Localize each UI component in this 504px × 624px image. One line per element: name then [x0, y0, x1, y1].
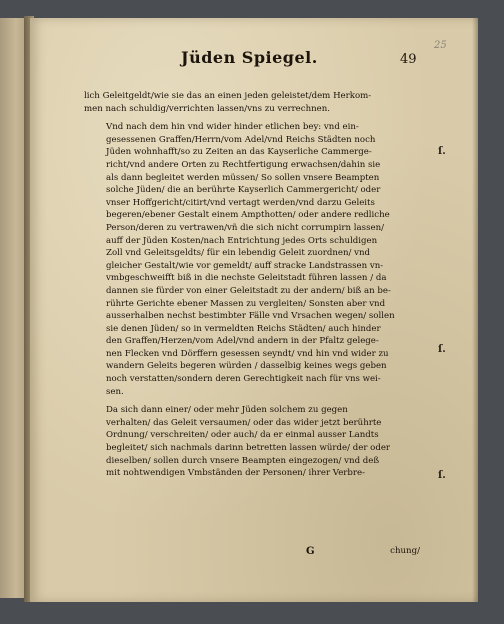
text-line: nen Flecken vnd Dörffern gesessen seyndt/ vnd hin vnd wider zu [106, 348, 389, 359]
text-line: noch verstatten/sondern deren Gerechtigkeit nach für vns wei- [106, 374, 381, 385]
text-line: gesessenen Graffen/Herrn/vom Adel/vnd Reichs Städten noch [106, 134, 376, 145]
book-page [30, 18, 478, 602]
text-line: dieselben/ sollen durch vnsere Beampten eingezogen/ vnd deß [106, 455, 380, 466]
text-line: mit nohtwendigen Vmbständen der Personen/ ihrer Verbre- [106, 468, 365, 479]
catchword: chung/ [390, 546, 420, 556]
margin-mark: ſ. [438, 344, 446, 355]
margin-mark: ſ. [438, 470, 446, 481]
text-line: gleicher Gestalt/wie vor gemeldt/ auff stracke Landstrassen vn- [106, 260, 384, 271]
page-header [30, 48, 478, 72]
paragraph-2 [84, 121, 420, 398]
page-edge-shadow [472, 18, 478, 602]
text-line: ausserhalben nechst bestimbter Fälle vnd Vrsachen wegen/ sollen [106, 311, 395, 322]
facing-page-edge [0, 18, 26, 598]
text-line: begeren/ebener Gestalt einem Ampthotten/ oder andere redliche [106, 210, 390, 221]
text-line: richt/vnd andere Orten zu Rechtfertigung erwachsen/dahin sie [106, 159, 381, 170]
text-line: auff der Jüden Kosten/nach Entrichtung jedes Orts schuldigen [106, 235, 378, 246]
text-line: Person/deren zu vertrawen/vñ die sich nicht corrumpirn lassen/ [106, 222, 385, 233]
pencil-folio-number: 25 [434, 40, 447, 51]
text-line: Jüden wohnhafft/so zu Zeiten an das Kayserliche Cammerge- [106, 147, 372, 158]
page-number: 49 [400, 52, 417, 67]
text-line: verhalten/ das Geleit versaumen/ oder das wider jetzt berührte [106, 417, 382, 428]
paragraph-3 [84, 404, 420, 480]
text-line: wandern Geleits begeren würden / dasselbig keines wegs geben [106, 361, 387, 372]
body-text [84, 90, 420, 484]
text-line: den Graffen/Herzen/vom Adel/vnd andern in der Pfaltz gelege- [106, 336, 379, 347]
text-line: vmbgeschweifft biß in die nechste Geleitstadt führen lassen / da [106, 273, 387, 284]
running-title: Jüden Spiegel. [181, 48, 318, 67]
text-line: Zoll vnd Geleitsgeldts/ für ein lebendig Geleit zuordnen/ vnd [106, 248, 371, 259]
text-line: dannen sie fürder von einer Geleitstadt zu der andern/ biß an be- [106, 285, 391, 296]
text-line: lich Geleitgeldt/wie sie das an einen jeden geleistet/dem Herkom- [84, 91, 372, 101]
text-line: sen. [106, 386, 124, 397]
signature-mark: G [306, 546, 315, 557]
text-line: vnser Hoffgericht/citirt/vnd vertagt werden/vnd darzu Geleits [106, 197, 375, 208]
catchword-line [84, 546, 420, 560]
text-line: begleitet/ sich nachmals darinn betretten lassen würde/ der oder [106, 443, 391, 454]
margin-mark: ſ. [438, 146, 446, 157]
text-line: als dann begleitet werden müssen/ So sollen vnsere Beampten [106, 172, 380, 183]
text-line: men nach schuldig/verrichten lassen/vns zu verrechnen. [84, 103, 330, 114]
text-line: Da sich dann einer/ oder mehr Jüden solchem zu gegen [106, 405, 348, 416]
paragraph-1 [84, 90, 420, 115]
text-line: rührte Gerichte ebener Massen zu vergleiten/ Sonsten aber vnd [106, 298, 386, 309]
text-line: solche Jüden/ die an berührte Kayserlich Cammergericht/ oder [106, 185, 381, 196]
text-line: Vnd nach dem hin vnd wider hinder etlichen bey: vnd ein- [106, 122, 359, 133]
text-line: sie denen Jüden/ so in vermeldten Reichs Städten/ auch hinder [106, 323, 381, 334]
text-line: Ordnung/ verschreiten/ oder auch/ da er einmal ausser Landts [106, 430, 379, 441]
